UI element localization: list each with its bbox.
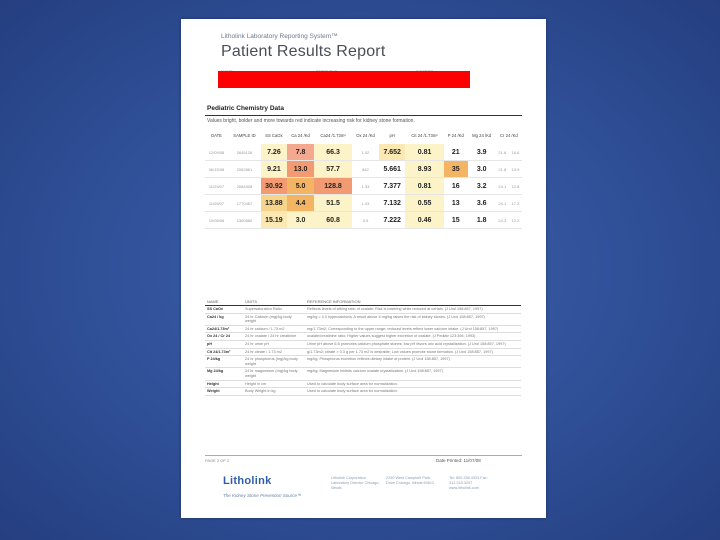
cell-mg24: 3.0 — [468, 161, 496, 178]
glossary-reference: mg/kg; Magnesium inhibits calcium oxalate crystallization. (J Urol 158:857, 1997) — [305, 368, 521, 380]
col-ca24-173: Ca24 /1.73m² — [320, 133, 346, 138]
logo-tagline: The Kidney Stone Prevention Source™ — [223, 493, 302, 498]
glossary-key: Weight — [205, 388, 243, 396]
cell-ox24: 9.5 — [352, 212, 379, 229]
glossary-table — [205, 298, 521, 396]
cell-ss-caox: 13.88 — [261, 195, 287, 212]
glossary-row — [205, 340, 521, 348]
glossary-reference: Reflects levels of willing ratio of oxalate; Risk is lowering while reduced at certain. (J Urol 158:857, 1997) — [305, 306, 521, 314]
glossary-reference: Urine pH above 6.5 promotes calcium phosphate stones; low pH favors uric acid crystallization. (J Urol 158:857, 1997) — [305, 340, 521, 348]
cell-cit24: 8.93 — [405, 161, 444, 178]
cell-cr24: 21.6 — [496, 144, 509, 161]
glossary-reference: Used to calculate body surface area for normalization. — [305, 388, 521, 396]
cell-sample-id: 2084908 — [228, 178, 261, 195]
glossary-reference: g/1.73m2; citrate > 0.3 g per 1.73 m2 is desirable; Low values promote stone formation. (J Urol 158:857, 1997) — [305, 348, 521, 356]
chemistry-header-row — [205, 127, 522, 144]
cell-ca24: 3.0 — [287, 212, 314, 229]
cell-ox24: 842 — [352, 161, 379, 178]
cell-cit24: 0.81 — [405, 144, 444, 161]
cell-extra: 17.2 — [509, 195, 522, 212]
glossary-key: SS CaOx — [205, 306, 243, 314]
cell-p24: 16 — [444, 178, 468, 195]
cell-p24: 15 — [444, 212, 468, 229]
glossary-row — [205, 356, 521, 368]
glossary-units: Supersaturation Ratio — [243, 306, 305, 314]
cell-ca24: 7.8 — [287, 144, 314, 161]
cell-sample-id: 2062861 — [228, 161, 261, 178]
glossary-units: Body Weight in kg — [243, 388, 305, 396]
col-ss-caox: SS CaOx — [265, 133, 283, 138]
cell-cr24: 24.1 — [496, 178, 509, 195]
cell-cit24: 0.55 — [405, 195, 444, 212]
col-p24: P 24 /Kd — [447, 133, 464, 138]
glossary-col-units: UNITS — [243, 298, 305, 306]
cell-sample-id: 2645126 — [228, 144, 261, 161]
glossary-row — [205, 325, 521, 333]
cell-date: 11/09/07 — [205, 195, 228, 212]
glossary-key: Cit 24/1.73m² — [205, 348, 243, 356]
cell-p24: 35 — [444, 161, 468, 178]
glossary-key: Ox 24 / Cr 24 — [205, 333, 243, 341]
cell-ca173: 128.8 — [314, 178, 351, 195]
cell-extra: 16.6 — [509, 144, 522, 161]
glossary-units: 24 hr urine pH — [243, 340, 305, 348]
footer-contact: Tel: 800.338.4333 Fax: 312.243.3297 www.litholink.com — [449, 476, 488, 490]
col-cit24: Cit 24 /1.73m² — [411, 133, 438, 138]
date-printed: Date Printed: 11/07/08 — [436, 458, 481, 463]
litholink-logo: Litholink — [223, 475, 272, 487]
cell-extra: 12.8 — [509, 178, 522, 195]
glossary-reference: Used to calculate body surface area for normalization. — [305, 380, 521, 388]
cell-ca173: 60.8 — [314, 212, 351, 229]
glossary-key: P 24/kg — [205, 356, 243, 368]
col-ca24-kd: Ca 24 /Kd — [291, 133, 310, 138]
cell-date: 11/29/07 — [205, 178, 228, 195]
cell-ph: 7.132 — [379, 195, 405, 212]
glossary-reference: mg/kg > 4.0 hypercalciuria; A result above 4 mg/kg raises the risk of kidney stones. (J Urol 158:857, 1997) — [305, 313, 521, 325]
cell-ss-caox: 7.26 — [261, 144, 287, 161]
cell-mg24: 1.8 — [468, 212, 496, 229]
glossary-reference: oxalate/creatinine ratio; Higher values suggest higher excretion of oxalate. (J Pediatr 123:394, 1993) — [305, 333, 521, 341]
glossary-row — [205, 368, 521, 380]
glossary-units: 24 hr magnesium (mg)/kg body weight — [243, 368, 305, 380]
table-row — [205, 178, 522, 195]
cell-cit24: 0.81 — [405, 178, 444, 195]
cell-ox24: 1.03 — [352, 195, 379, 212]
glossary-reference: mg/1.73m2; Corresponding to the upper range; reduced levels reflect lower calcium intake. (J Urol 158:857, 1997) — [305, 325, 521, 333]
glossary-reference: mg/kg; Phosphorus excretion reflects dietary intake of protein. (J Urol 158:857, 1997) — [305, 356, 521, 368]
cell-cr24: 24.1 — [496, 195, 509, 212]
glossary-row — [205, 380, 521, 388]
cell-ca24: 13.0 — [287, 161, 314, 178]
cell-ss-caox: 9.21 — [261, 161, 287, 178]
cell-extra: 13.9 — [509, 161, 522, 178]
cell-ca173: 57.7 — [314, 161, 351, 178]
glossary-col-name: NAME — [205, 298, 243, 306]
glossary-row — [205, 388, 521, 396]
cell-date: 10/06/06 — [205, 212, 228, 229]
footer-divider — [205, 455, 522, 456]
cell-ph: 7.377 — [379, 178, 405, 195]
cell-cit24: 0.46 — [405, 212, 444, 229]
table-row — [205, 212, 522, 229]
table-row — [205, 144, 522, 161]
cell-date: 12/09/08 — [205, 144, 228, 161]
cell-ph: 7.222 — [379, 212, 405, 229]
cell-mg24: 3.9 — [468, 144, 496, 161]
cell-p24: 21 — [444, 144, 468, 161]
section-title: Pediatric Chemistry Data — [207, 105, 284, 112]
glossary-row — [205, 306, 521, 314]
footer-address-1: Litholink Corporation Laboratory Director Chicago, Illinois — [331, 476, 380, 490]
glossary-key: Mg 24/kg — [205, 368, 243, 380]
chemistry-table — [205, 127, 522, 229]
section-intro: Values bright, bolder and more towards red indicate increasing risk for kidney stone formation. — [207, 118, 415, 124]
glossary-units: 24 hr phosphorus (mg)/kg body weight — [243, 356, 305, 368]
glossary-units: 24 hr citrate / 1.73 m2 — [243, 348, 305, 356]
cell-date: 06/15/08 — [205, 161, 228, 178]
cell-ca173: 66.3 — [314, 144, 351, 161]
cell-extra: 12.2 — [509, 212, 522, 229]
section-divider — [205, 115, 522, 116]
cell-cr24: 21.8 — [496, 161, 509, 178]
cell-sample-id: 1360880 — [228, 212, 261, 229]
cell-ox24: 1.02 — [352, 144, 379, 161]
cell-mg24: 3.2 — [468, 178, 496, 195]
glossary-key: Height — [205, 380, 243, 388]
glossary-col-reference: REFERENCE INFORMATION — [305, 298, 521, 306]
col-mg24: Mg 24 /Kd — [472, 133, 492, 138]
col-sample-id: SAMPLE ID — [233, 133, 256, 138]
cell-ph: 5.661 — [379, 161, 405, 178]
col-date: DATE — [211, 133, 222, 138]
glossary-row — [205, 313, 521, 325]
glossary-row — [205, 348, 521, 356]
cell-ss-caox: 30.92 — [261, 178, 287, 195]
glossary-units: 24 hr oxalate / 24 hr creatinine — [243, 333, 305, 341]
report-page — [181, 19, 546, 518]
glossary-key: Ca24/1.73m² — [205, 325, 243, 333]
table-row — [205, 161, 522, 178]
page-title: Patient Results Report — [221, 43, 386, 60]
cell-sample-id: 1770467 — [228, 195, 261, 212]
page-number: PAGE 2 OF 2 — [205, 458, 230, 463]
cell-ca24: 5.0 — [287, 178, 314, 195]
cell-ca24: 4.4 — [287, 195, 314, 212]
footer-address-2: 2250 West Campbell Park Drive Chicago, Illinois 60612 — [386, 476, 435, 485]
cell-ss-caox: 15.19 — [261, 212, 287, 229]
col-ph: pH — [389, 133, 395, 138]
glossary-row — [205, 333, 521, 341]
col-cr24: Cr 24 /Kd — [500, 133, 518, 138]
glossary-header-row — [205, 298, 521, 306]
glossary-key: pH — [205, 340, 243, 348]
cell-ox24: 1.33 — [352, 178, 379, 195]
cell-cr24: 24.3 — [496, 212, 509, 229]
glossary-units: Height in cm — [243, 380, 305, 388]
table-row — [205, 195, 522, 212]
cell-ca173: 51.5 — [314, 195, 351, 212]
glossary-units: 24 hr Calcium (mg)/kg body weight — [243, 313, 305, 325]
glossary-units: 24 hr calcium / 1.73 m2 — [243, 325, 305, 333]
col-ox24-kd: Ox 24 /Kd — [356, 133, 375, 138]
glossary-key: Ca24 / kg — [205, 313, 243, 325]
redaction-bar — [218, 71, 470, 88]
cell-p24: 13 — [444, 195, 468, 212]
cell-ph: 7.652 — [379, 144, 405, 161]
cell-mg24: 3.6 — [468, 195, 496, 212]
system-name: Litholink Laboratory Reporting System™ — [221, 33, 338, 40]
